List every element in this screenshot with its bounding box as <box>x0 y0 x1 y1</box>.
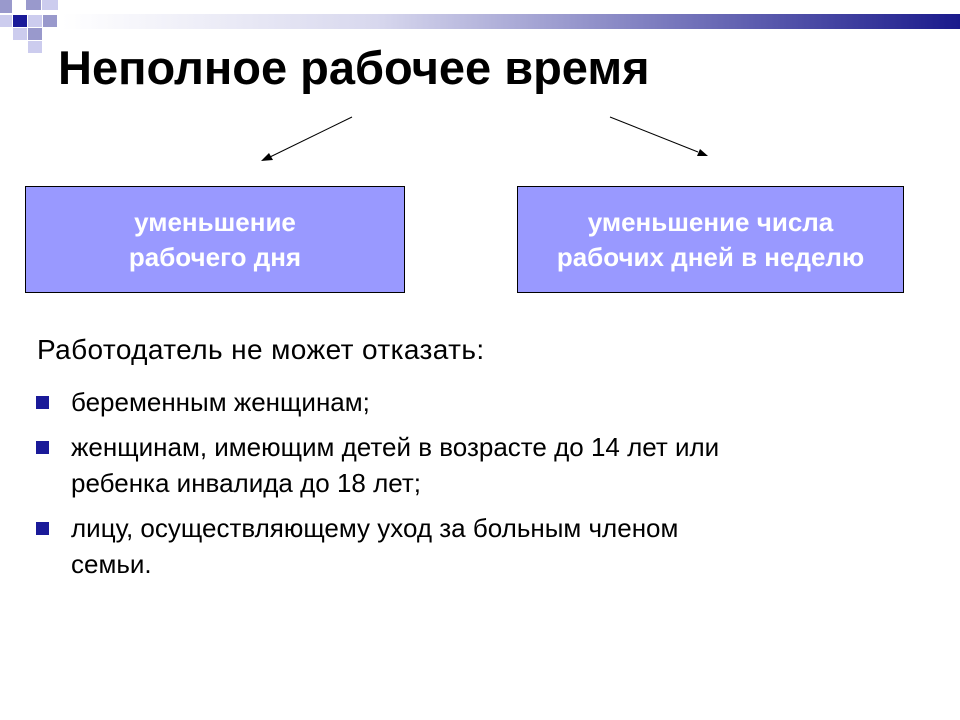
list-item <box>36 510 916 582</box>
list-item-line2: ребенка инвалида до 18 лет; <box>71 468 421 498</box>
header-gradient-bar <box>62 14 960 29</box>
intro-text: Работодатель не может отказать: <box>37 334 485 365</box>
box-label-line1: уменьшение числа <box>587 206 834 237</box>
list-item-line1: лицу, осуществляющему уход за больным членом <box>71 513 679 543</box>
arrow-to-right-box <box>610 117 708 156</box>
box-label-line2: рабочих дней в неделю <box>556 241 865 272</box>
square-bullet-icon <box>36 396 49 409</box>
reduced-workday-box <box>25 186 405 293</box>
slide-title: Неполное рабочее время <box>58 41 650 94</box>
list-item-line1: беременным женщинам; <box>71 387 370 417</box>
list-item <box>36 429 916 501</box>
list-item-line2: семьи. <box>71 549 152 579</box>
box-label-line2: рабочего дня <box>128 241 302 272</box>
reduced-workweek-box <box>517 186 904 293</box>
list-item-line1: женщинам, имеющим детей в возрасте до 14 лет или <box>71 432 720 462</box>
arrow-to-left-box <box>261 117 352 161</box>
box-label-line1: уменьшение <box>134 206 296 237</box>
bullet-list <box>36 384 916 591</box>
square-bullet-icon <box>36 522 49 535</box>
square-bullet-icon <box>36 441 49 454</box>
decorative-squares-icon <box>0 0 58 53</box>
list-item <box>36 384 916 420</box>
